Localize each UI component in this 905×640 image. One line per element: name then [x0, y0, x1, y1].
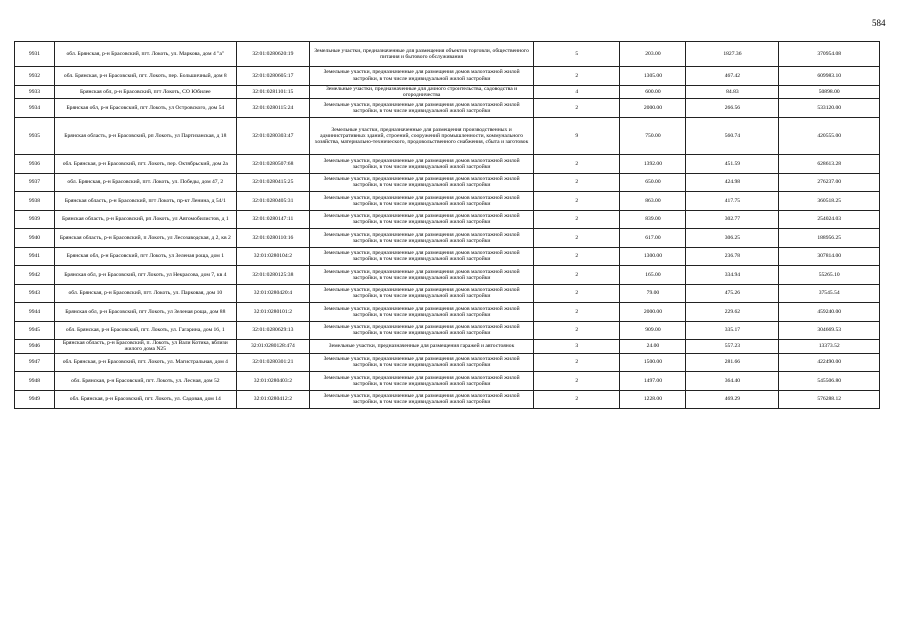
row-number: 9931 — [15, 42, 55, 67]
row-cadastral-number: 32:01:0280415:25 — [236, 173, 310, 192]
row-land-use: Земельные участки, предназначенные для размещения домов малоэтажной жилой застройки, в том числе индивидуальной жилой застройки — [310, 390, 534, 409]
row-cadastral-value: 50898.00 — [779, 85, 880, 99]
row-rate: 335.17 — [686, 321, 779, 340]
table-row — [15, 353, 880, 372]
row-cadastral-number: 32:01:0280412:2 — [236, 390, 310, 409]
row-cadastral-value: 360518.25 — [779, 192, 880, 211]
row-cadastral-number: 32:01:0280507:68 — [236, 155, 310, 174]
row-land-use: Земельные участки, предназначенные для размещения домов малоэтажной жилой застройки, в том числе индивидуальной жилой застройки — [310, 173, 534, 192]
row-group: 2 — [533, 247, 620, 266]
row-land-use: Земельные участки, предназначенные для размещения домов малоэтажной жилой застройки, в том числе индивидуальной жилой застройки — [310, 284, 534, 303]
row-land-use: Земельные участки, предназначенные для размещения домов малоэтажной жилой застройки, в том числе индивидуальной жилой застройки — [310, 229, 534, 248]
row-address: обл. Брянская, р-н Брасовский, пгт. Локоть, ул. Парковая, дом 10 — [55, 284, 237, 303]
row-rate: 84.83 — [686, 85, 779, 99]
row-number: 9940 — [15, 229, 55, 248]
row-rate: 467.42 — [686, 67, 779, 86]
row-rate: 1827.36 — [686, 42, 779, 67]
row-address: Брянская область, р-н Брасовский, п Локоть, ул Лесозаводская, д 2, кв 2 — [55, 229, 237, 248]
row-cadastral-value: 533120.00 — [779, 99, 880, 118]
row-number: 9937 — [15, 173, 55, 192]
row-rate: 236.78 — [686, 247, 779, 266]
row-number: 9938 — [15, 192, 55, 211]
row-area: 1228.00 — [620, 390, 686, 409]
row-group: 2 — [533, 353, 620, 372]
row-area: 2000.00 — [620, 303, 686, 322]
row-group: 2 — [533, 372, 620, 391]
row-area: 600.00 — [620, 85, 686, 99]
row-land-use: Земельные участки, предназначенные для размещения домов малоэтажной жилой застройки, в том числе индивидуальной жилой застройки — [310, 372, 534, 391]
row-number: 9936 — [15, 155, 55, 174]
row-cadastral-value: 420555.00 — [779, 118, 880, 155]
row-rate: 306.25 — [686, 229, 779, 248]
table-row — [15, 390, 880, 409]
row-cadastral-value: 304669.53 — [779, 321, 880, 340]
row-group: 4 — [533, 85, 620, 99]
row-cadastral-number: 32:01:0280115:24 — [236, 99, 310, 118]
row-area: 839.00 — [620, 210, 686, 229]
row-group: 2 — [533, 284, 620, 303]
row-rate: 475.26 — [686, 284, 779, 303]
table-row — [15, 99, 880, 118]
row-area: 1497.00 — [620, 372, 686, 391]
row-rate: 469.29 — [686, 390, 779, 409]
row-land-use: Земельные участки, предназначенные для размещения производственных и административных зданий, строений, сооружений промышленности, коммунального хозяйства, материально-технического, продовольственного снабжения, сбыта и заготовок — [310, 118, 534, 155]
row-cadastral-value: 628613.28 — [779, 155, 880, 174]
row-number: 9945 — [15, 321, 55, 340]
row-area: 2000.00 — [620, 99, 686, 118]
row-area: 1305.00 — [620, 67, 686, 86]
row-group: 2 — [533, 67, 620, 86]
row-address: Брянская область, р-н Брасовский, рп Локоть, ул Автомобилистов, д 1 — [55, 210, 237, 229]
row-address: обл. Брянская, р-н Брасовский, пгт. Локоть, ул. Маркова, дом 4 "а" — [55, 42, 237, 67]
row-address: Брянская обл, р-н Брасовский, пгт Локоть, СО Юбилее — [55, 85, 237, 99]
row-area: 617.00 — [620, 229, 686, 248]
row-cadastral-number: 32:01:0280620:19 — [236, 42, 310, 67]
row-cadastral-number: 32:01:0280303:47 — [236, 118, 310, 155]
table-row — [15, 173, 880, 192]
row-number: 9933 — [15, 85, 55, 99]
table-row — [15, 210, 880, 229]
row-area: 1392.00 — [620, 155, 686, 174]
row-address: Брянская область, р-н Брасовский, п. Локоть, ул Вали Котика, вблизи жилого дома N25 — [55, 340, 237, 354]
row-cadastral-value: 55265.10 — [779, 266, 880, 285]
row-rate: 424.98 — [686, 173, 779, 192]
page-number: 584 — [872, 18, 886, 28]
table-row — [15, 303, 880, 322]
row-cadastral-number: 32:01:0280405:31 — [236, 192, 310, 211]
table-body — [15, 42, 880, 409]
row-address: обл. Брянская, р-н Брасовский, пгт. Локоть, пер. Октябрьский, дом 2а — [55, 155, 237, 174]
row-land-use: Земельные участки, предназначенные для размещения гаражей и автостоянок — [310, 340, 534, 354]
row-cadastral-value: 13373.52 — [779, 340, 880, 354]
table-row — [15, 372, 880, 391]
row-number: 9941 — [15, 247, 55, 266]
row-rate: 229.62 — [686, 303, 779, 322]
row-group: 2 — [533, 210, 620, 229]
row-number: 9932 — [15, 67, 55, 86]
row-rate: 557.23 — [686, 340, 779, 354]
row-cadastral-value: 37545.54 — [779, 284, 880, 303]
land-register-table — [14, 41, 880, 409]
table-row — [15, 284, 880, 303]
row-area: 750.00 — [620, 118, 686, 155]
table-row — [15, 229, 880, 248]
row-address: обл. Брянская, р-н Брасовский, пгт. Локоть, пер. Большичный, дом 8 — [55, 67, 237, 86]
row-group: 2 — [533, 155, 620, 174]
row-rate: 281.66 — [686, 353, 779, 372]
table-row — [15, 42, 880, 67]
row-land-use: Земельные участки, предназначенные для размещения объектов торговли, общественного питания и бытового обслуживания — [310, 42, 534, 67]
row-area: 79.00 — [620, 284, 686, 303]
row-land-use: Земельные участки, предназначенные для размещения домов малоэтажной жилой застройки, в том числе индивидуальной жилой застройки — [310, 99, 534, 118]
row-area: 909.00 — [620, 321, 686, 340]
row-cadastral-value: 545506.80 — [779, 372, 880, 391]
row-cadastral-number: 32:01:0280128:474 — [236, 340, 310, 354]
row-number: 9943 — [15, 284, 55, 303]
table-row — [15, 118, 880, 155]
row-group: 2 — [533, 173, 620, 192]
row-cadastral-value: 370954.08 — [779, 42, 880, 67]
table-row — [15, 85, 880, 99]
row-group: 2 — [533, 99, 620, 118]
row-address: Брянская обл, р-н Брасовский, пгт Локоть, ул Некрасова, дом 7, кв 4 — [55, 266, 237, 285]
row-group: 2 — [533, 266, 620, 285]
row-cadastral-value: 188956.25 — [779, 229, 880, 248]
row-address: обл. Брянская, р-н Брасовский, пгт. Локоть, ул. Садовая, дом 14 — [55, 390, 237, 409]
row-address: Брянская обл, р-н Брасовский, пгт Локоть, ул Островского, дом 54 — [55, 99, 237, 118]
row-cadastral-number: 32:01:0280101:2 — [236, 303, 310, 322]
row-rate: 334.94 — [686, 266, 779, 285]
row-area: 1500.00 — [620, 353, 686, 372]
row-number: 9935 — [15, 118, 55, 155]
row-group: 2 — [533, 390, 620, 409]
row-address: Брянская обл, р-н Брасовский, пгт Локоть, ул Зеленая роща, дом 1 — [55, 247, 237, 266]
row-land-use: Земельные участки, предназначенные для размещения домов малоэтажной жилой застройки, в том числе индивидуальной жилой застройки — [310, 353, 534, 372]
row-cadastral-value: 609983.10 — [779, 67, 880, 86]
row-cadastral-number: 32:01:0281101:15 — [236, 85, 310, 99]
row-cadastral-value: 307814.00 — [779, 247, 880, 266]
row-cadastral-value: 254024.03 — [779, 210, 880, 229]
row-land-use: Земельные участки, предназначенные для размещения домов малоэтажной жилой застройки, в том числе индивидуальной жилой застройки — [310, 192, 534, 211]
row-land-use: Земельные участки, предназначенные для размещения домов малоэтажной жилой застройки, в том числе индивидуальной жилой застройки — [310, 210, 534, 229]
row-rate: 302.77 — [686, 210, 779, 229]
row-land-use: Земельные участки, предназначенные для размещения домов малоэтажной жилой застройки, в том числе индивидуальной жилой застройки — [310, 67, 534, 86]
row-cadastral-number: 32:01:0280605:17 — [236, 67, 310, 86]
row-rate: 364.40 — [686, 372, 779, 391]
row-land-use: Земельные участки, предназначенные для размещения домов малоэтажной жилой застройки, в том числе индивидуальной жилой застройки — [310, 247, 534, 266]
row-number: 9942 — [15, 266, 55, 285]
row-number: 9939 — [15, 210, 55, 229]
row-group: 2 — [533, 303, 620, 322]
row-cadastral-number: 32:01:0280301:21 — [236, 353, 310, 372]
table-row — [15, 192, 880, 211]
row-group: 2 — [533, 192, 620, 211]
row-cadastral-value: 576288.12 — [779, 390, 880, 409]
row-address: обл. Брянская, р-н Брасовский, пгт. Локоть, ул. Победы, дом 47, 2 — [55, 173, 237, 192]
row-cadastral-number: 32:01:0280110:16 — [236, 229, 310, 248]
row-group: 2 — [533, 321, 620, 340]
row-area: 650.00 — [620, 173, 686, 192]
row-address: Брянская область, р-н Брасовский, пгт Локоть, пр-кт Ленина, д 54/1 — [55, 192, 237, 211]
row-rate: 266.56 — [686, 99, 779, 118]
row-rate: 560.74 — [686, 118, 779, 155]
row-cadastral-number: 32:01:0280420:4 — [236, 284, 310, 303]
row-group: 5 — [533, 42, 620, 67]
row-cadastral-number: 32:01:0280125:38 — [236, 266, 310, 285]
row-land-use: Земельные участки, предназначенные для дачного строительства, садоводства и огородничества — [310, 85, 534, 99]
row-area: 863.00 — [620, 192, 686, 211]
row-number: 9949 — [15, 390, 55, 409]
row-area: 203.00 — [620, 42, 686, 67]
row-area: 165.00 — [620, 266, 686, 285]
row-address: Брянская обл, р-н Брасовский, пгт Локоть, ул Зеленая роща, дом 88 — [55, 303, 237, 322]
row-address: обл. Брянская, р-н Брасовский, пгт. Локоть, ул. Лесная, дом 52 — [55, 372, 237, 391]
row-number: 9934 — [15, 99, 55, 118]
row-number: 9947 — [15, 353, 55, 372]
table-row — [15, 67, 880, 86]
row-number: 9946 — [15, 340, 55, 354]
row-rate: 417.75 — [686, 192, 779, 211]
table-row — [15, 155, 880, 174]
row-land-use: Земельные участки, предназначенные для размещения домов малоэтажной жилой застройки, в том числе индивидуальной жилой застройки — [310, 155, 534, 174]
row-area: 1300.00 — [620, 247, 686, 266]
row-group: 3 — [533, 340, 620, 354]
row-cadastral-number: 32:01:0280403:2 — [236, 372, 310, 391]
row-group: 2 — [533, 229, 620, 248]
row-cadastral-number: 32:01:0280629:13 — [236, 321, 310, 340]
row-number: 9948 — [15, 372, 55, 391]
row-cadastral-value: 422490.00 — [779, 353, 880, 372]
row-land-use: Земельные участки, предназначенные для размещения домов малоэтажной жилой застройки, в том числе индивидуальной жилой застройки — [310, 303, 534, 322]
row-cadastral-value: 276237.00 — [779, 173, 880, 192]
row-cadastral-number: 32:01:0280147:11 — [236, 210, 310, 229]
table-row — [15, 321, 880, 340]
row-cadastral-number: 32:01:0280104:2 — [236, 247, 310, 266]
row-land-use: Земельные участки, предназначенные для размещения домов малоэтажной жилой застройки, в том числе индивидуальной жилой застройки — [310, 266, 534, 285]
row-address: обл. Брянская, р-н Брасовский, пгт. Локоть, ул. Магистральная, дом 4 — [55, 353, 237, 372]
table-row — [15, 340, 880, 354]
row-area: 24.00 — [620, 340, 686, 354]
row-address: обл. Брянская, р-н Брасовский, пгт. Локоть, ул. Гагарина, дом 16, 1 — [55, 321, 237, 340]
table-row — [15, 266, 880, 285]
row-rate: 451.59 — [686, 155, 779, 174]
row-cadastral-value: 459240.00 — [779, 303, 880, 322]
row-number: 9944 — [15, 303, 55, 322]
row-land-use: Земельные участки, предназначенные для размещения домов малоэтажной жилой застройки, в том числе индивидуальной жилой застройки — [310, 321, 534, 340]
row-group: 9 — [533, 118, 620, 155]
table-row — [15, 247, 880, 266]
row-address: Брянская область, р-н Брасовский, рп Локоть, ул Партизанская, д 18 — [55, 118, 237, 155]
